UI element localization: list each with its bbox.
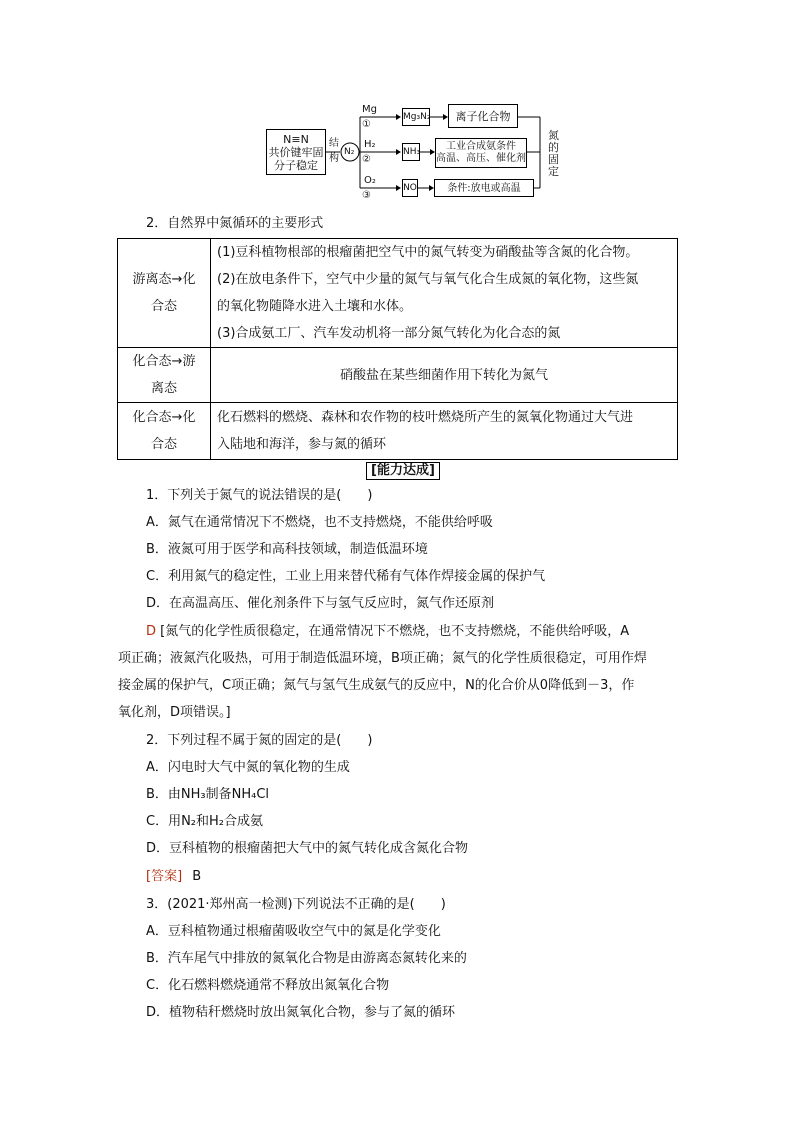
q1-explanation-line1: D [氮气的化学性质很稳定，在通常情况下不燃烧，也不支持燃烧，不能供给呼吸，A	[146, 624, 630, 639]
reagent-h2: H₂	[364, 139, 376, 150]
nitrogen-structure-diagram	[0, 0, 794, 210]
ammonia-synthesis-box: 工业合成氨条件 高温、高压、催化剂	[435, 138, 527, 168]
branch-index-1: ①	[362, 119, 371, 130]
q1-option-d: D．在高温高压、催化剂条件下与氢气反应时，氮气作还原剂	[146, 596, 495, 611]
molecule-stable-text: 分子稳定	[274, 158, 318, 172]
q3-option-d: D．植物秸秆燃烧时放出氮氧化合物，参与了氮的循环	[146, 1005, 456, 1020]
q1-explanation-line4: 氧化剂，D项错误。]	[118, 705, 231, 720]
branch-index-2: ②	[362, 154, 371, 165]
q1-stem: 1．下列关于氮气的说法错误的是( )	[146, 488, 373, 503]
diagram-connectors	[0, 0, 794, 210]
reagent-o2: O₂	[364, 175, 376, 186]
q2-option-a: A．闪电时大气中氮的氧化物的生成	[146, 760, 350, 775]
table-row	[118, 239, 678, 348]
ionic-compound-box: 离子化合物	[448, 104, 518, 128]
row-head: 化合态→化 合态	[118, 403, 211, 460]
q2-option-d: D．豆科植物的根瘤菌把大气中的氮气转化成含氮化合物	[146, 841, 469, 856]
row-head: 游离态→化 合态	[118, 239, 211, 348]
structure-label-2: 构	[329, 153, 339, 164]
reagent-mg: Mg	[362, 104, 377, 115]
q3-option-c: C．化石燃料燃烧通常不释放出氮氧化合物	[146, 978, 390, 993]
q2-stem: 2．下列过程不属于氮的固定的是( )	[146, 733, 373, 748]
q3-option-a: A．豆科植物通过根瘤菌吸收空气中的氮是化学变化	[146, 924, 441, 939]
product-no: NO	[402, 179, 418, 197]
condition-box: 条件:放电或高温	[434, 179, 534, 197]
n2-structure-box	[266, 129, 326, 175]
product-nh3: NH₃	[402, 143, 420, 161]
q1-option-c: C．利用氮气的稳定性，工业上用来替代稀有气体作焊接金属的保护气	[146, 569, 546, 584]
q2-answer: B	[192, 869, 202, 884]
nitrogen-fixation-label: 氮 的 固 定	[548, 129, 559, 178]
row-body: 硝酸盐在某些细菌作用下转化为氮气	[211, 348, 678, 403]
table-row	[118, 403, 678, 460]
branch-index-3: ③	[362, 190, 371, 201]
row-body: (1)豆科植物根部的根瘤菌把空气中的氮气转变为硝酸盐等含氮的化合物。 (2)在放电条件下，空气中少量的氮气与氧气化合生成氮的氧化物，这些氮 的氧化物随降水进入土壤和水体。 (3)合成氨工厂、汽车发动机将一部分氮气转化为化合态的氮	[211, 239, 678, 348]
bond-strong-text: 共价键牢固	[268, 145, 324, 159]
nitrogen-cycle-table	[117, 238, 678, 460]
q3-option-b: B．汽车尾气中排放的氮氧化合物是由游离态氮转化来的	[146, 951, 467, 966]
n2-center-label: N₂	[344, 147, 355, 157]
q2-answer-label: [答案]	[146, 869, 183, 884]
q1-explanation-line2: 项正确；液氮汽化吸热，可用于制造低温环境，B项正确；氮气的化学性质很稳定，可用作焊	[118, 651, 647, 666]
ability-section-title: [能力达成]	[366, 462, 440, 480]
q3-stem: 3．(2021·郑州高一检测)下列说法不正确的是( )	[146, 897, 446, 912]
q2-answer-line	[146, 869, 201, 885]
structure-label-1: 结	[329, 138, 339, 149]
row-body: 化石燃料的燃烧、森林和农作物的枝叶燃烧所产生的氮氧化物通过大气进 入陆地和海洋，参与氮的循环	[211, 403, 678, 460]
q2-option-c: C．用N₂和H₂合成氨	[146, 814, 264, 829]
section2-title: 2．自然界中氮循环的主要形式	[146, 216, 324, 231]
q1-option-a: A．氮气在通常情况下不燃烧，也不支持燃烧，不能供给呼吸	[146, 515, 493, 530]
table-row	[118, 348, 678, 403]
q2-option-b: B．由NH₃制备NH₄Cl	[146, 787, 270, 802]
triple-bond-text: N≡N	[283, 132, 309, 146]
product-mg3n2: Mg₃N₂	[402, 108, 430, 126]
q1-option-b: B．液氮可用于医学和高科技领域，制造低温环境	[146, 542, 428, 557]
row-head: 化合态→游 离态	[118, 348, 211, 403]
q1-explanation-line3: 接金属的保护气，C项正确；氮气与氢气生成氨气的反应中，N的化合价从0降低到－3，作	[118, 678, 635, 693]
q1-answer: D	[146, 624, 157, 639]
